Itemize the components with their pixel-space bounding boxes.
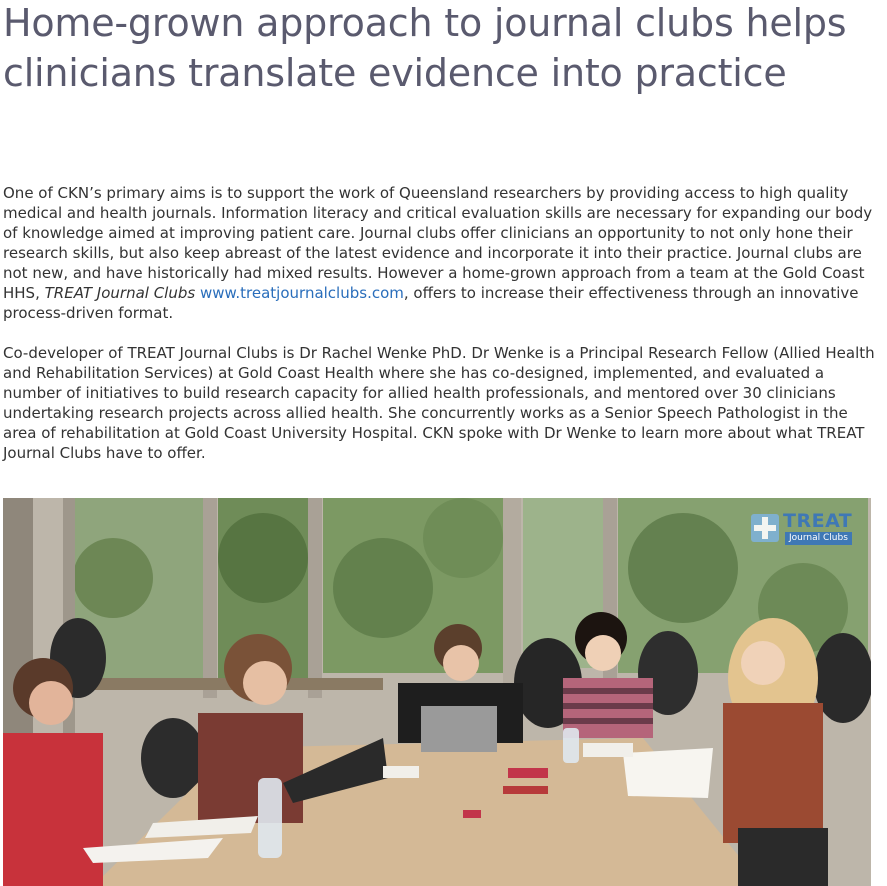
treat-journal-clubs-italic: TREAT Journal Clubs: [44, 284, 196, 302]
codeveloper-paragraph: Co-developer of TREAT Journal Clubs is Dr Rachel Wenke PhD. Dr Wenke is a Principal Research Fellow (Allied Health and Rehabilitation Services) at Gold Coast Health where she has co-designed, implemented, and evaluated a number of initiatives to build research capacity for allied health professionals, and mentored over 30 clinicians undertaking research projects across allied health. She concurrently works as a Senior Speech Pathologist in the area of rehabilitation at Gold Coast University Hospital. CKN spoke with Dr Wenke to learn more about what TREAT Journal Clubs have to offer.: [3, 344, 875, 462]
intro-paragraph: [3, 183, 875, 323]
article-title: Home-grown approach to journal clubs helps clinicians translate evidence into practice: [3, 1, 847, 95]
intro-text-end: , offers to increase their effectiveness through an innovative process-driven format.: [3, 284, 859, 322]
treat-logo: [751, 510, 861, 546]
treat-website-link[interactable]: www.treatjournalclubs.com: [199, 284, 404, 302]
cross-icon: [751, 514, 779, 542]
logo-subtitle: Journal Clubs: [785, 532, 852, 545]
logo-word: TREAT: [783, 510, 853, 532]
photo-illustration: [3, 498, 871, 886]
journal-club-photo: [3, 498, 871, 886]
intro-text: One of CKN’s primary aims is to support the work of Queensland researchers by providing access to high quality medical and health journals. Information literacy and critical evaluation skills are necessary for expanding our body of knowledge aimed at improving patient care. Journal clubs offer clinicians an opportunity to not only hone their research skills, but also keep abreast of the latest evidence and incorporate it into their practice. Journal clubs are not new, and have historically had mixed results. However a home-grown approach from a team at the Gold Coast HHS,: [3, 184, 873, 302]
